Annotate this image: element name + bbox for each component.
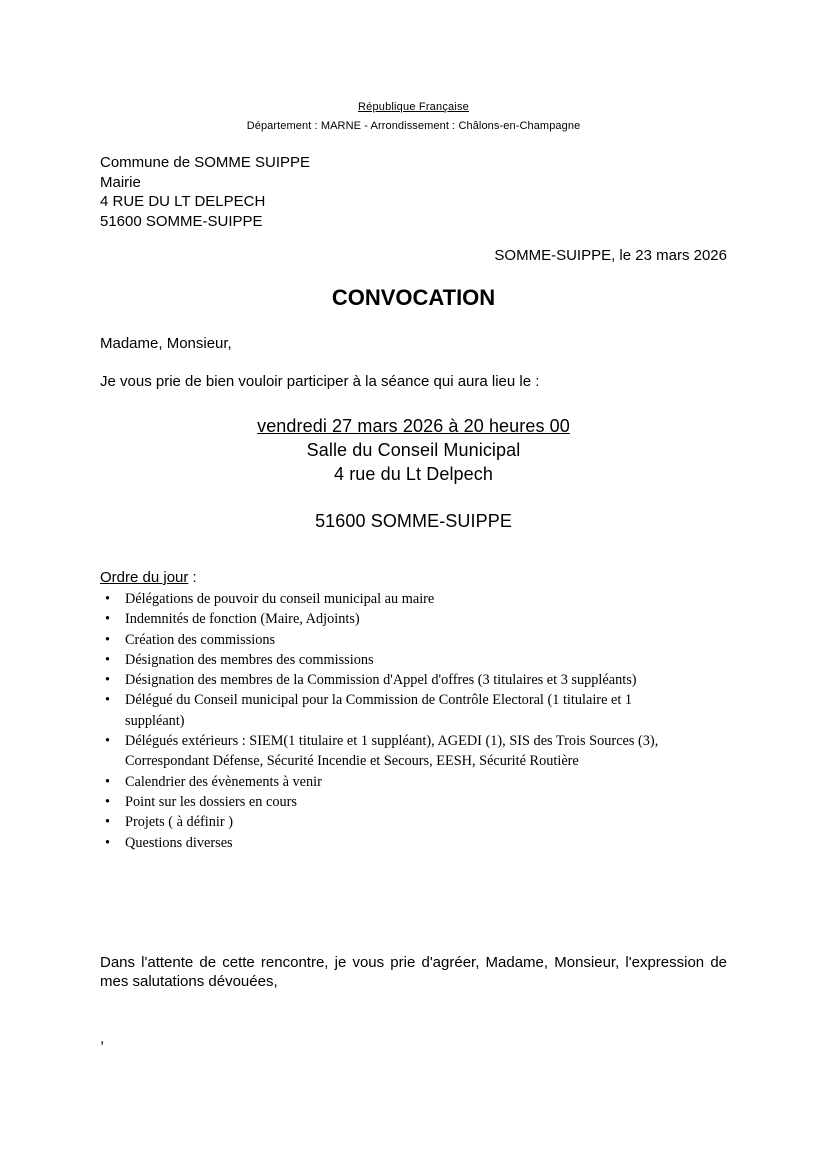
agenda-item: • Délégués extérieurs : SIEM(1 titulaire et 1 suppléant), AGEDI (1), SIS des Trois Sources (3), Correspondant Défense, Sécurité Incendie et Secours, EESH, Sécurité Routière [100,731,730,772]
closing-paragraph: Dans l'attente de cette rencontre, je vous prie d'agréer, Madame, Monsieur, l'expression de mes salutations dévouées, [100,954,727,990]
agenda-item: • Délégué du Conseil municipal pour la Commission de Contrôle Electoral (1 titulaire et 1 suppléant) [100,690,730,731]
agenda-list [100,589,730,853]
meeting-datetime: vendredi 27 mars 2026 à 20 heures 00 [257,416,570,436]
agenda-heading-line [100,569,197,586]
meeting-venue: Salle du Conseil Municipal [306,440,521,460]
republic-heading: République Française [357,101,469,113]
agenda-item: • Désignation des membres de la Commission d'Appel d'offres (3 titulaires et 3 suppléants) [100,670,730,690]
document-title: CONVOCATION [331,285,496,310]
agenda-item: • Projets ( à définir ) [100,812,730,832]
agenda-item: • Indemnités de fonction (Maire, Adjoints) [100,609,730,629]
intro-text: Je vous prie de bien vouloir participer à la séance qui aura lieu le : [100,373,540,390]
agenda-heading: Ordre du jour [100,569,189,586]
agenda-item: • Calendrier des évènements à venir [100,772,730,792]
agenda-item: • Questions diverses [100,833,730,853]
agenda-item: • Point sur les dossiers en cours [100,792,730,812]
signature-line: , [100,1030,105,1047]
date-line: SOMME-SUIPPE, le 23 mars 2026 [494,247,727,264]
department-line: Département : MARNE - Arrondissement : Châlons-en-Champagne [246,120,581,132]
agenda-item: • Désignation des membres des commissions [100,650,730,670]
agenda-item: • Délégations de pouvoir du conseil municipal au maire [100,589,730,609]
sender-city: 51600 SOMME-SUIPPE [100,212,263,230]
meeting-city: 51600 SOMME-SUIPPE [315,511,512,531]
salutation: Madame, Monsieur, [100,335,232,352]
meeting-street: 4 rue du Lt Delpech [333,464,493,484]
agenda-item: • Création des commissions [100,630,730,650]
agenda-heading-colon: : [188,569,197,586]
sender-street: 4 RUE DU LT DELPECH [100,193,266,210]
sender-address [100,153,310,231]
sender-mairie: Mairie [100,173,141,191]
sender-commune: Commune de SOMME SUIPPE [100,154,311,171]
